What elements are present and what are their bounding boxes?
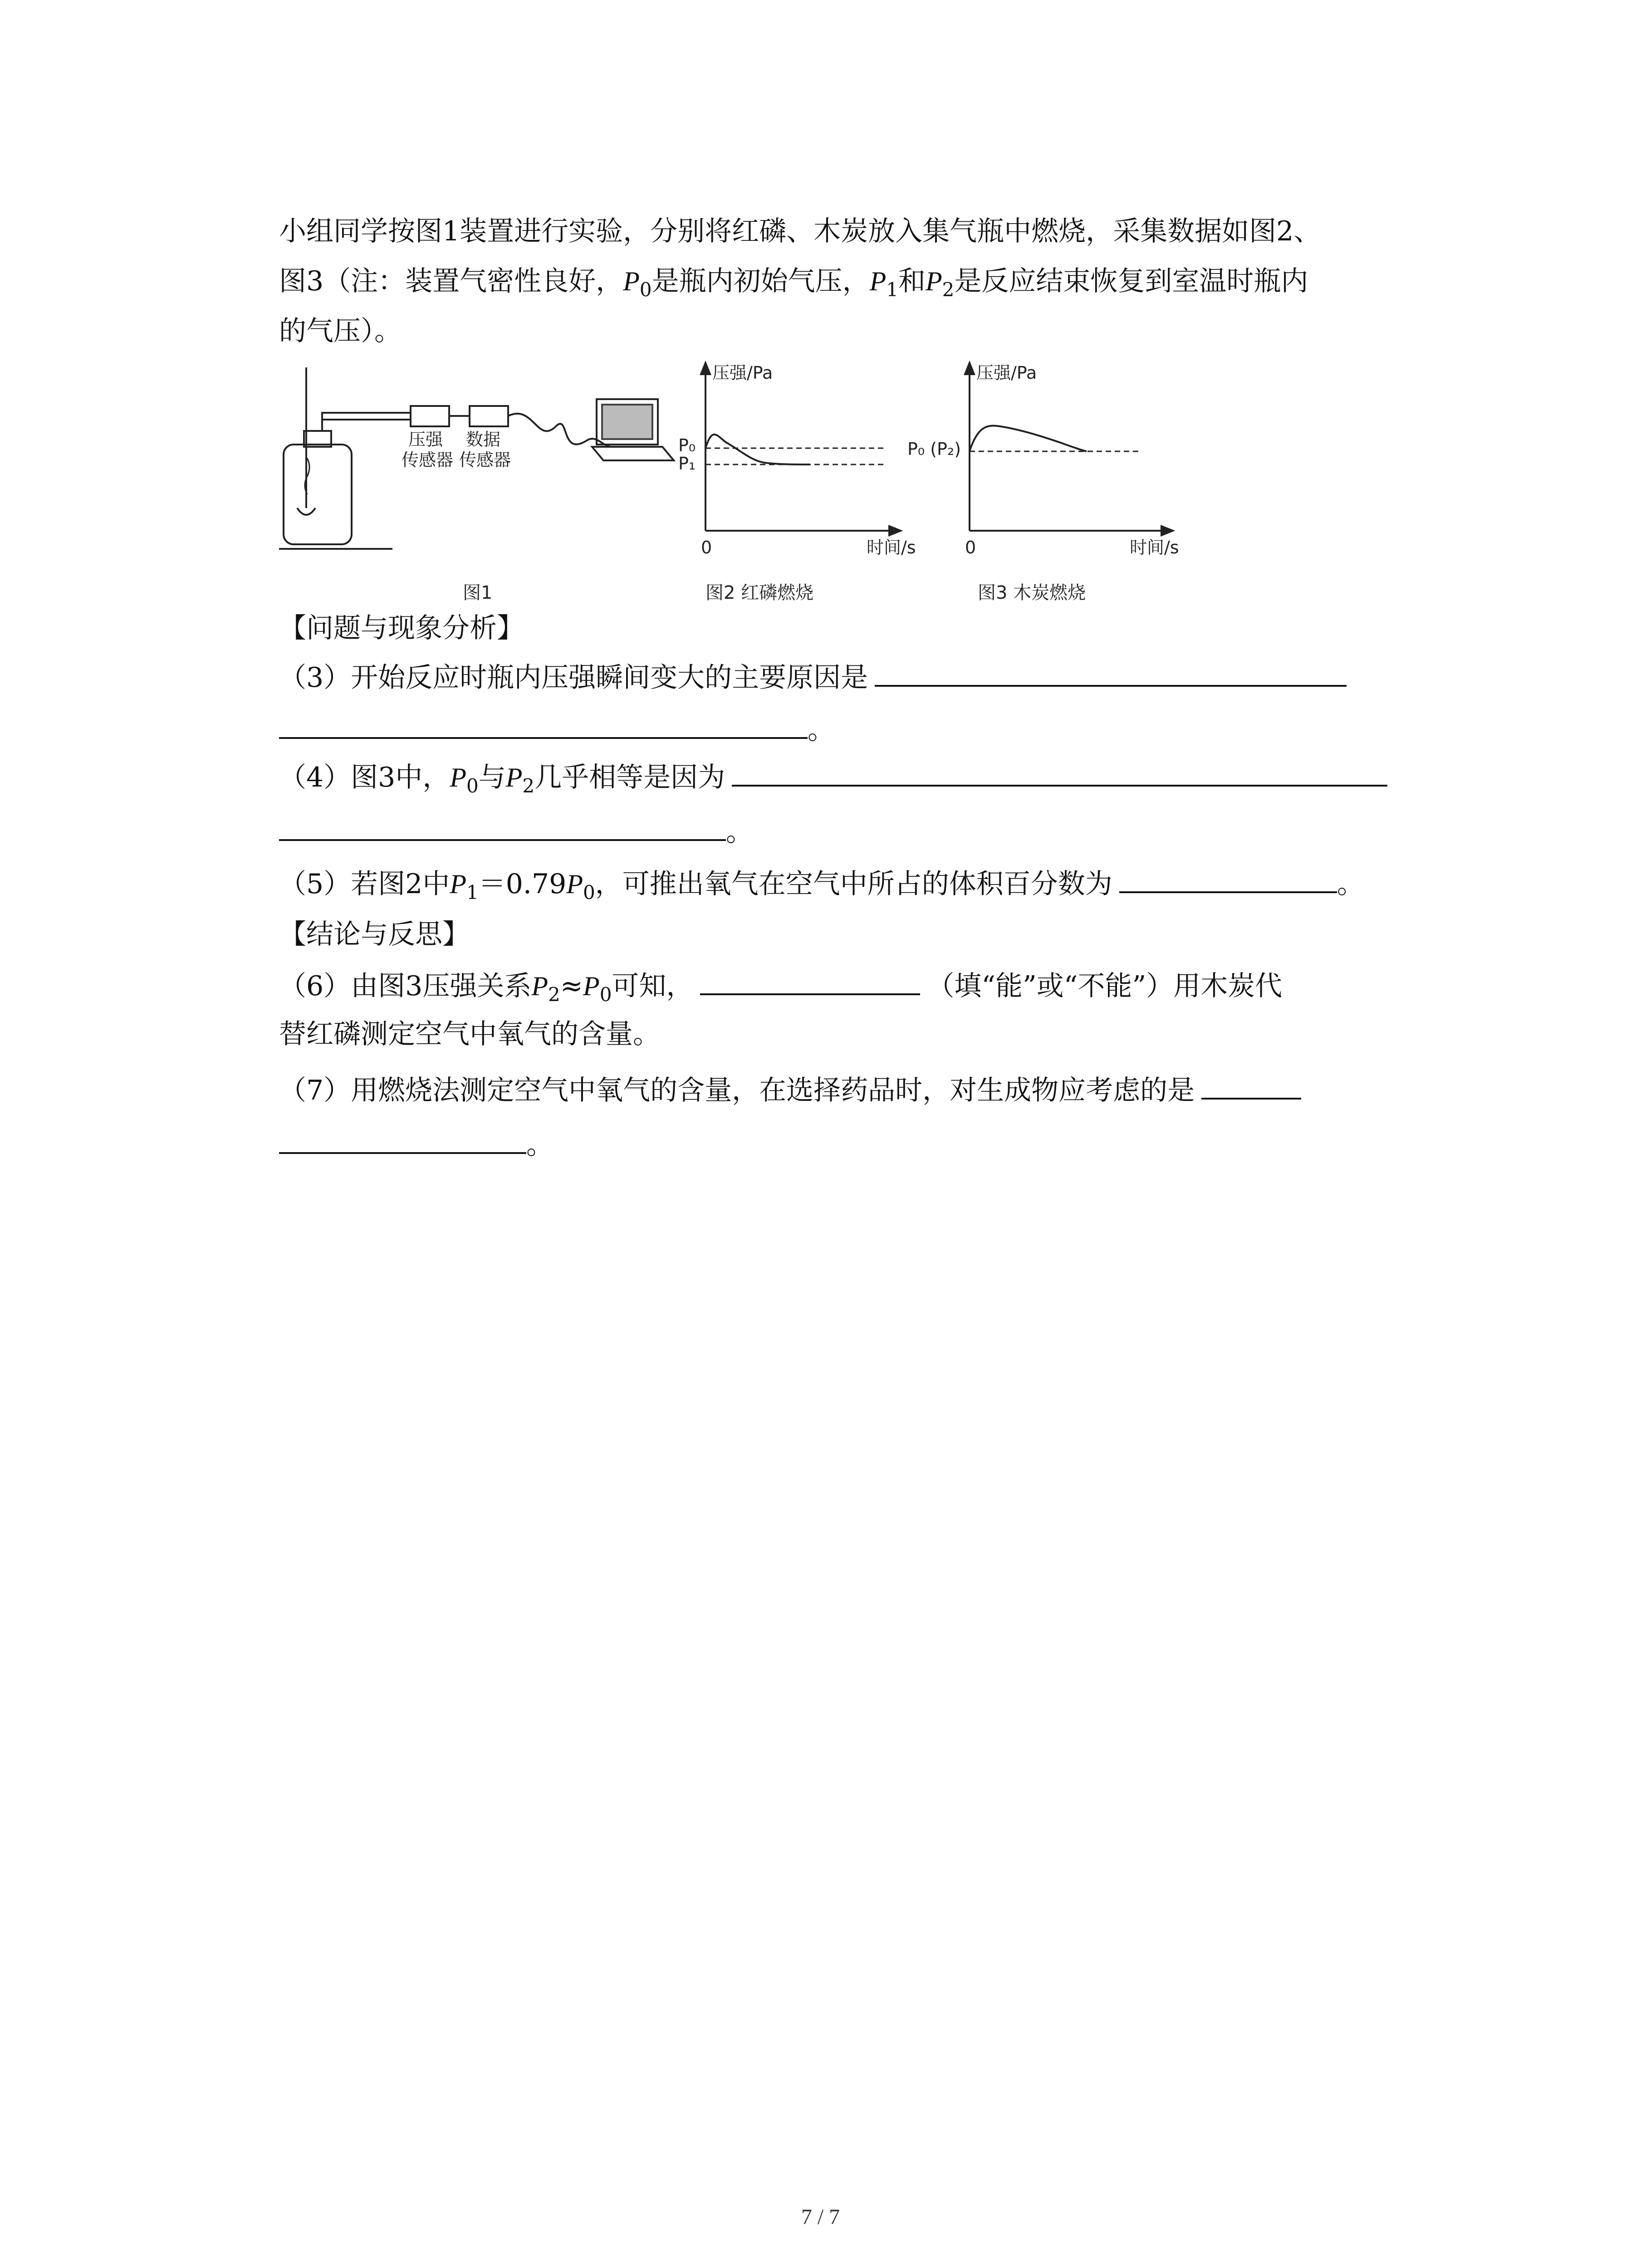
question-4: （4）图3中，$P_0$与$P_2$几乎相等是因为 [279,758,1387,804]
question-4-cont: 。 [279,812,753,850]
answer-blank-3b[interactable] [279,710,808,739]
figure-2-caption: 图2 红磷燃烧 [705,582,814,603]
data-sensor-label-2: 传感器 [459,450,511,470]
question-6-cont: 替红磷测定空气中氧气的含量。 [279,1018,660,1050]
figure-3-xlabel: 时间/s [1130,538,1179,557]
figure-3-p-label: P₀ (P₂) [907,439,961,459]
pressure-sensor-label-2: 传感器 [402,450,454,470]
figure-2-xlabel: 时间/s [867,538,916,557]
question-3: （3）开始反应时瓶内压强瞬间变大的主要原因是 [279,658,1347,696]
intro-line-2: 图3（注：装置气密性良好，$P_0$是瓶内初始气压，$P_1$和$P_2$是反应结束恢复到室温时瓶内 [279,265,1308,301]
figure-2-p1-label: P₁ [678,454,696,474]
intro-line-1: 小组同学按图1装置进行实验，分别将红磷、木炭放入集气瓶中燃烧，采集数据如图2、 [279,215,1321,247]
charcoal-pressure-curve [970,426,1087,451]
answer-blank-3a[interactable] [875,658,1347,687]
intro-line-3: 的气压）。 [279,315,402,347]
answer-blank-4a[interactable] [732,758,1387,787]
figure-2-origin: 0 [701,538,712,557]
figure-2-ylabel: 压强/Pa [712,363,773,383]
answer-blank-7a[interactable] [1201,1070,1301,1100]
pressure-sensor-label: 压强 [408,430,443,450]
figure-1-caption: 图1 [463,582,493,603]
data-sensor-label: 数据 [466,430,501,450]
section-heading-analysis: 【问题与现象分析】 [279,612,524,644]
figure-3-ylabel: 压强/Pa [976,363,1037,383]
figure-3-origin: 0 [965,538,976,557]
pressure-sensor-box [411,406,449,426]
answer-blank-7b[interactable] [279,1125,526,1154]
section-heading-conclusion: 【结论与反思】 [279,919,470,950]
experiment-figures [279,358,1209,612]
figure-2-chart [701,363,901,535]
question-6: （6）由图3压强关系$P_2\approx P_0$可知， （填“能”或“不能”）用木炭代 [279,966,1282,1013]
answer-blank-5[interactable] [1119,864,1337,893]
question-3-cont: 。 [279,710,835,748]
answer-blank-4b[interactable] [279,812,726,841]
page-number: 7 / 7 [801,2205,840,2229]
data-sensor-box [470,406,508,426]
question-7-cont: 。 [279,1125,554,1163]
figure-2-p0-label: P₀ [678,435,696,455]
figure-3-chart [965,363,1173,535]
question-5: （5）若图2中$P_1=0.79P_0$，可推出氧气在空气中所占的体积百分数为 。 [279,864,1364,911]
gas-bottle-icon [284,445,352,544]
question-7: （7）用燃烧法测定空气中氧气的含量，在选择药品时，对生成物应考虑的是 [279,1070,1301,1109]
figure-3-caption: 图3 木炭燃烧 [978,582,1086,603]
phosphorus-pressure-curve [705,435,810,464]
answer-blank-6[interactable] [700,966,920,995]
